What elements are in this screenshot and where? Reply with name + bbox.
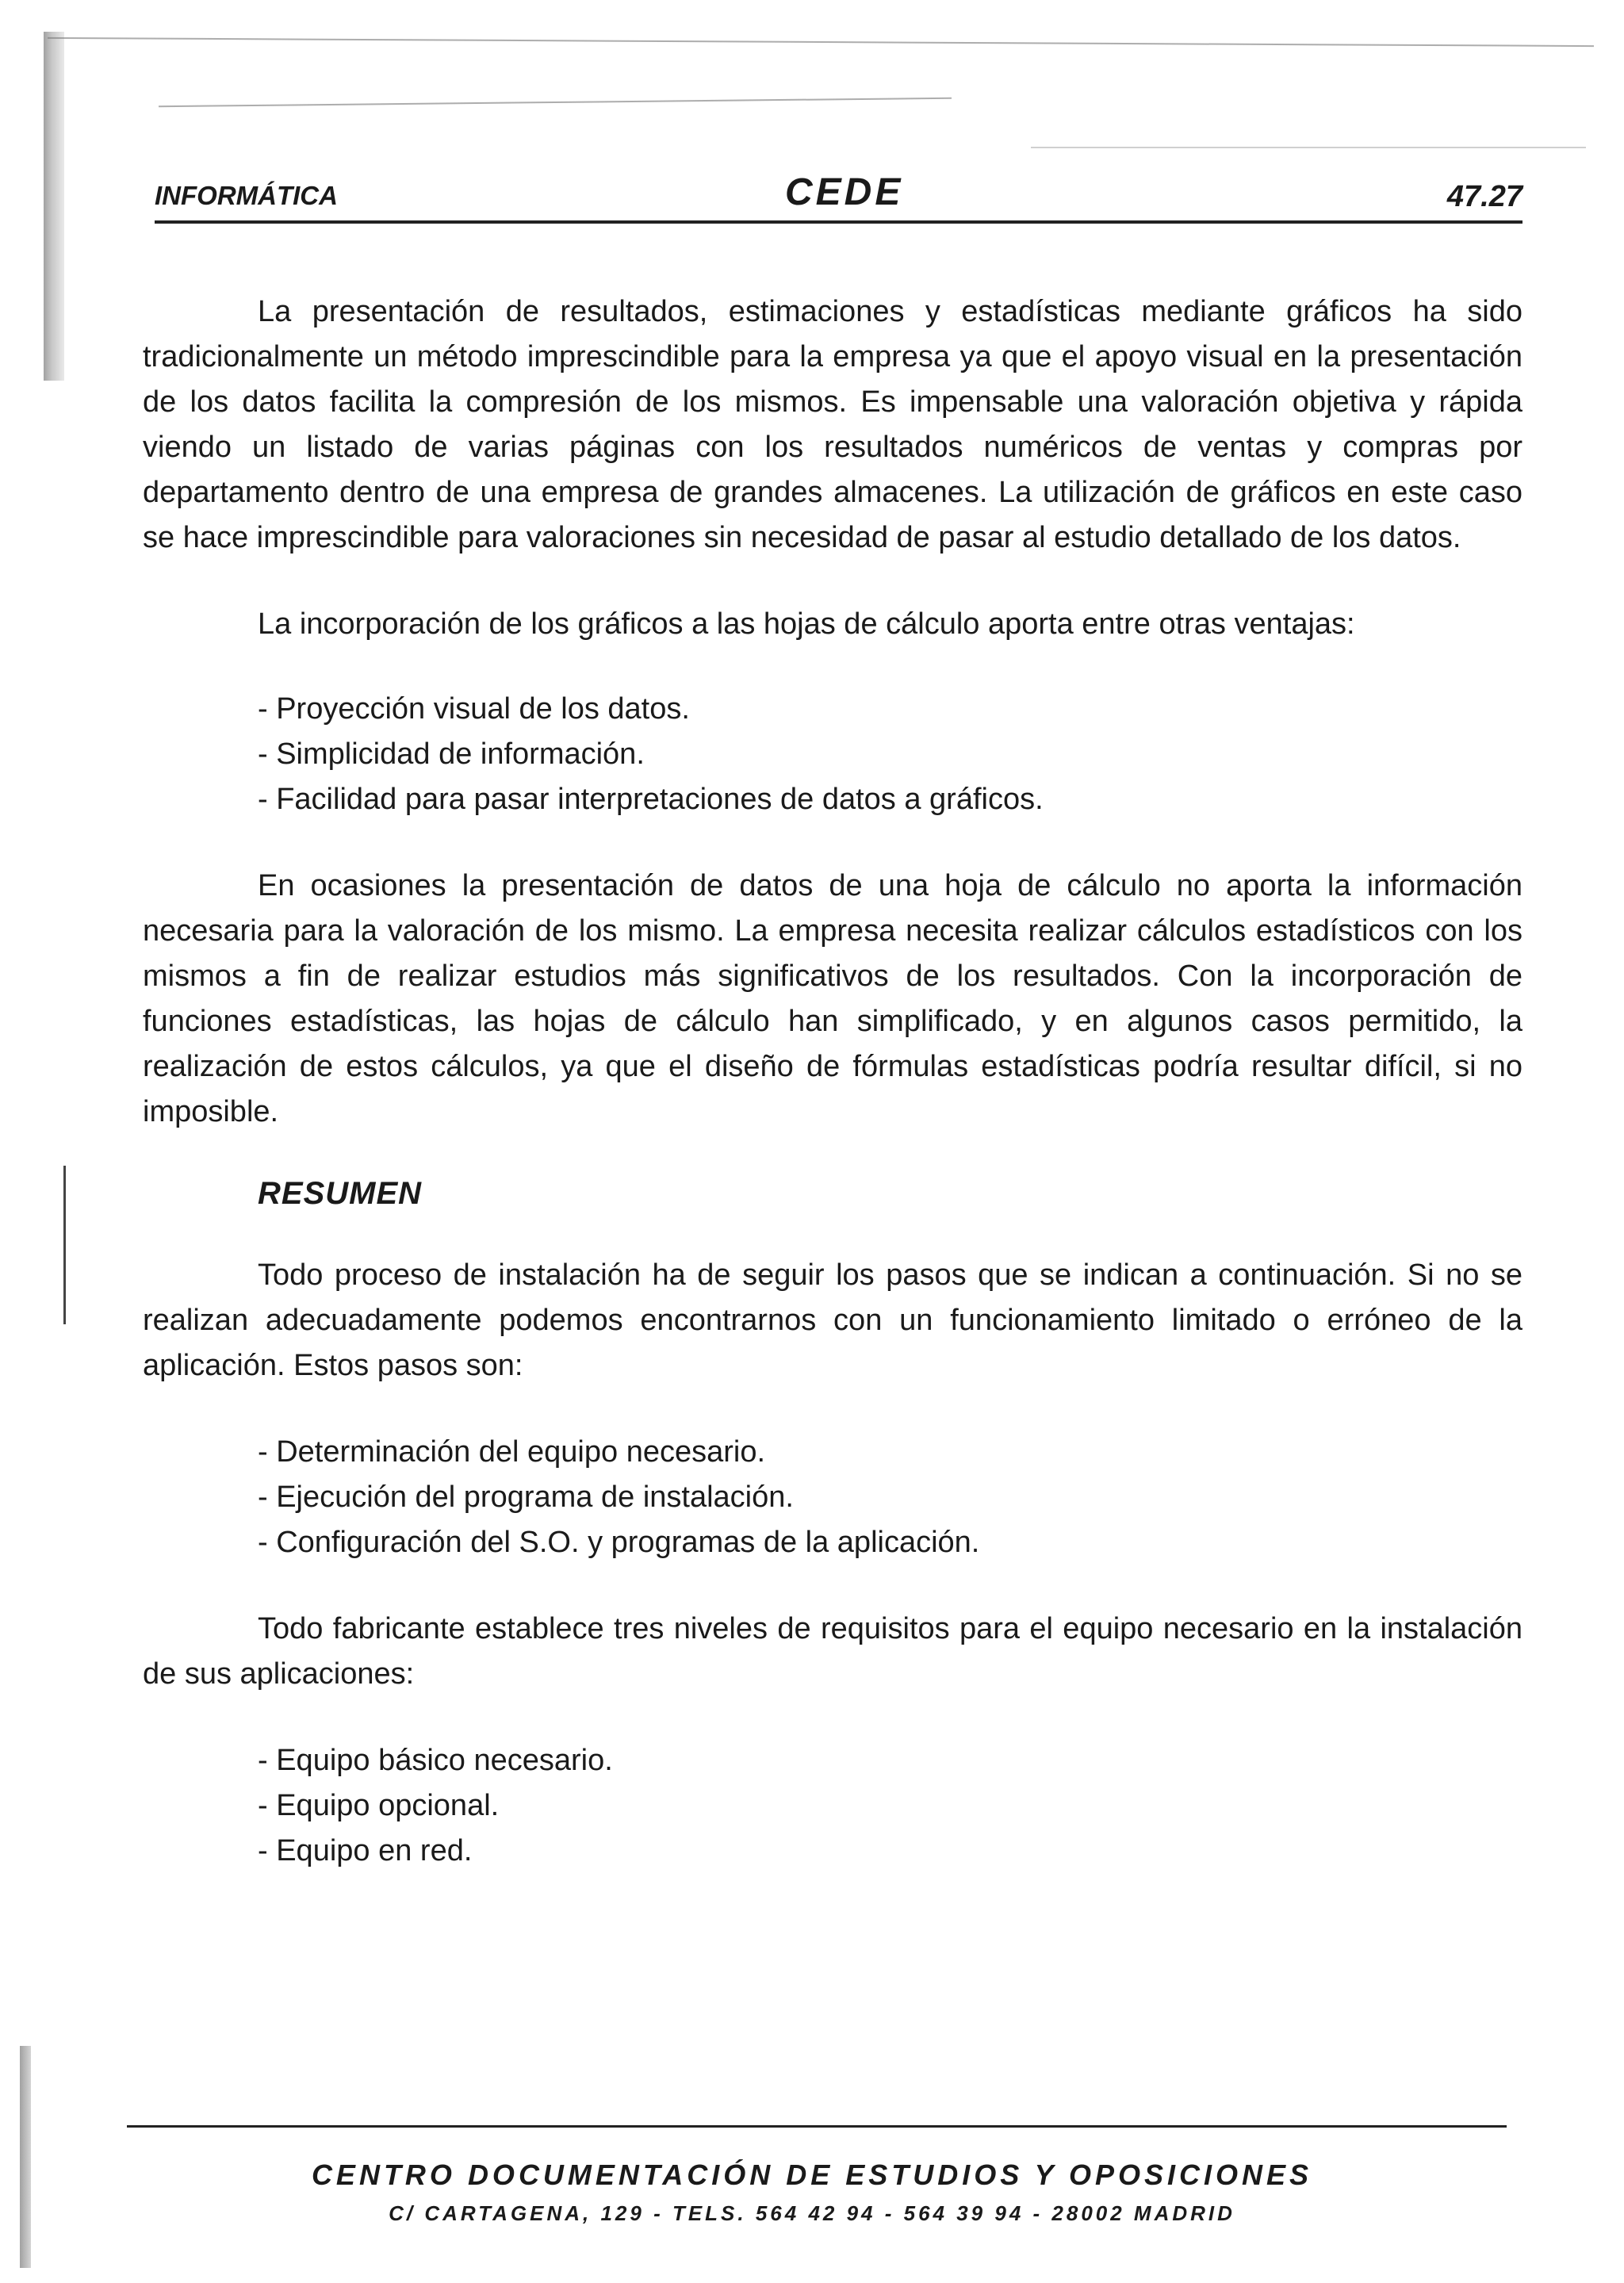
installation-steps-list bbox=[258, 1430, 1522, 1565]
footer-divider bbox=[127, 2125, 1507, 2128]
scan-line-artifact bbox=[1031, 147, 1586, 148]
list-item: - Determinación del equipo necesario. bbox=[258, 1435, 766, 1469]
paragraph-graphics-intro: La presentación de resultados, estimaciones y estadísticas mediante gráficos ha sido tradicionalmente un método imprescindible para la empresa ya que el apoyo visual en la presentación de los datos facilita la compresión de los mismos. Es impensable una valoración objetiva y rápida viendo un listado de varias páginas con los resultados numéricos de ventas y compras por departamento dentro de una empresa de grandes almacenes. La utilización de gráficos en este caso se hace imprescindible para valoraciones sin necesidad de pasar al estudio detallado de los datos. bbox=[143, 295, 1522, 554]
list-item: - Ejecución del programa de instalación. bbox=[258, 1481, 794, 1514]
advantages-list bbox=[258, 687, 1522, 822]
paragraph-advantages-intro: La incorporación de los gráficos a las hojas de cálculo aporta entre otras ventajas: bbox=[258, 607, 1355, 641]
page-header bbox=[155, 165, 1522, 224]
paragraph-statistics: En ocasiones la presentación de datos de una hoja de cálculo no aporta la información necesaria para la valoración de los mismo. La empresa necesita realizar cálculos estadísticos con los mismos a fin de realizar estudios más significativos de los resultados. Con la incorporación de funciones estadísticas, las hojas de cálculo han simplificado, y en algunos casos permitido, la realización de estos cálculos, ya que el diseño de fórmulas estadísticas podría resultar difícil, si no imposible. bbox=[143, 869, 1522, 1128]
requirements-list bbox=[258, 1738, 1522, 1874]
list-item: - Simplicidad de información. bbox=[258, 737, 645, 771]
list-item: - Configuración del S.O. y programas de la aplicación. bbox=[258, 1526, 980, 1559]
scan-edge-artifact bbox=[44, 32, 64, 381]
list-item: - Facilidad para pasar interpretaciones de datos a gráficos. bbox=[258, 783, 1044, 816]
header-subject: INFORMÁTICA bbox=[155, 181, 338, 210]
paragraph-requirements: Todo fabricante establece tres niveles de requisitos para el equipo necesario en la instalación de sus aplicaciones: bbox=[143, 1612, 1522, 1691]
footer-organization: CENTRO DOCUMENTACIÓN DE ESTUDIOS Y OPOSICIONES bbox=[311, 2159, 1313, 2191]
section-title: RESUMEN bbox=[258, 1176, 423, 1211]
scan-line-artifact bbox=[159, 98, 952, 107]
page-body bbox=[143, 289, 1522, 1915]
scan-bottom-artifact bbox=[20, 2046, 31, 2268]
scan-line-artifact bbox=[48, 37, 1594, 47]
list-item: - Proyección visual de los datos. bbox=[258, 692, 690, 726]
page-number: 47.27 bbox=[1446, 180, 1522, 213]
list-item: - Equipo básico necesario. bbox=[258, 1744, 613, 1777]
footer-address: C/ CARTAGENA, 129 - TELS. 564 42 94 - 564 39 94 - 28002 MADRID bbox=[389, 2201, 1235, 2225]
header-logo: CEDE bbox=[785, 171, 904, 213]
paragraph-installation: Todo proceso de instalación ha de seguir los pasos que se indican a continuación. Si no se realizan adecuadamente podemos encontrarnos con un funcionamiento limitado o erróneo de la aplicación. Estos pasos son: bbox=[143, 1258, 1522, 1382]
list-item: - Equipo opcional. bbox=[258, 1789, 500, 1822]
list-item: - Equipo en red. bbox=[258, 1834, 473, 1867]
scan-mark-artifact bbox=[63, 1166, 66, 1324]
